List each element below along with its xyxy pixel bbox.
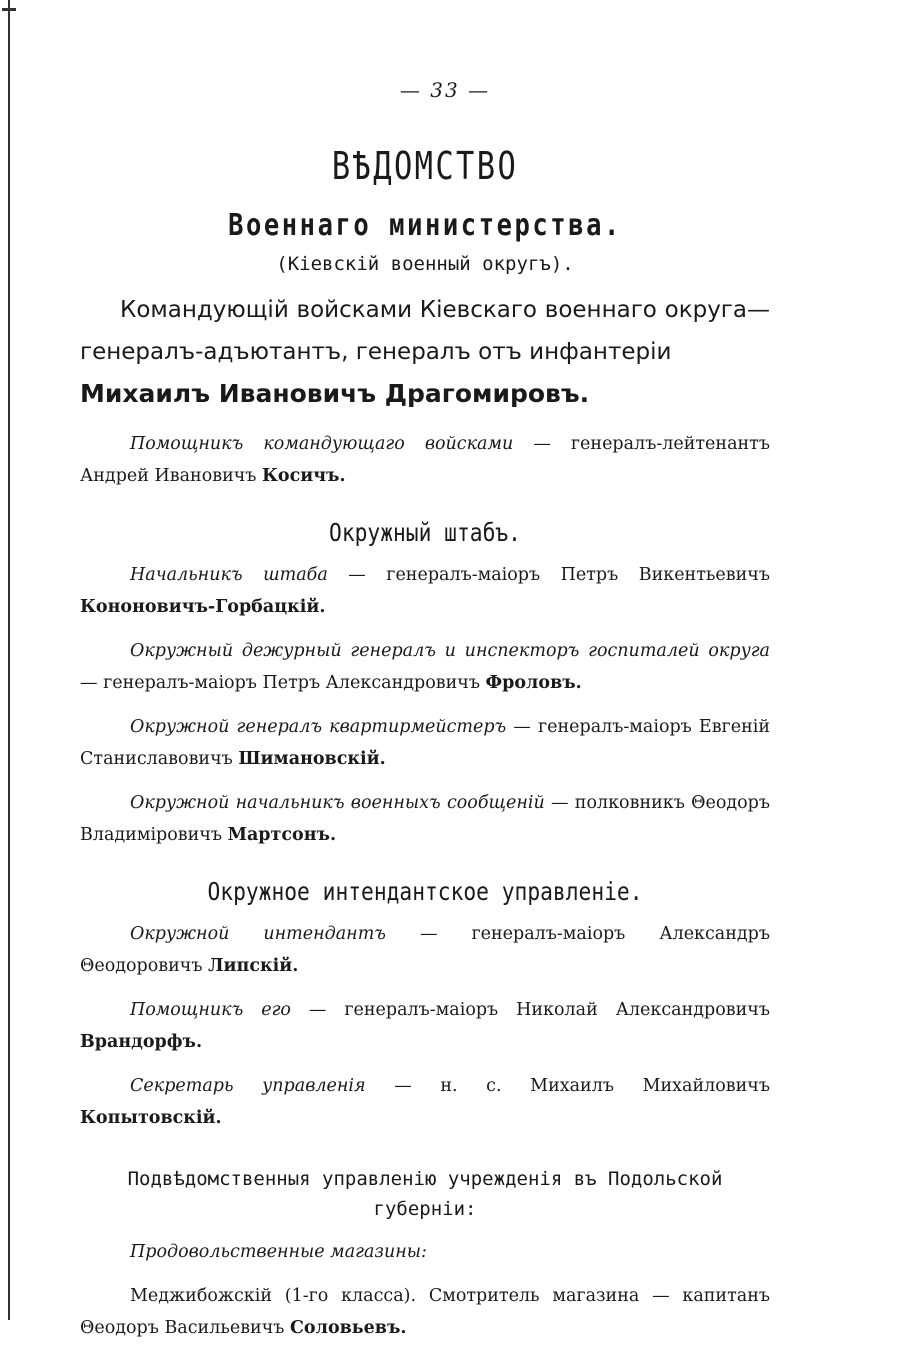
provisions-title-paragraph — [80, 1236, 770, 1268]
entry-text: — генералъ-маіоръ Петръ Викентьевичъ — [327, 565, 771, 585]
section2-entry — [80, 918, 770, 982]
provisions-name: Соловьевъ. — [290, 1318, 407, 1338]
entry-name: Шимановскій. — [238, 749, 386, 769]
entry-name: Копытовскій. — [80, 1108, 222, 1128]
subordinate-heading — [80, 1164, 770, 1224]
provisions-entry — [80, 1280, 770, 1344]
section2-title: Окружное интендантское управленіе. — [207, 877, 643, 906]
scan-edge-line — [8, 0, 10, 1320]
entry-name: Фроловъ. — [485, 673, 582, 693]
section1-title: Окружный штабъ. — [329, 518, 521, 547]
scan-edge-cap — [2, 8, 16, 11]
section1-entry — [80, 635, 770, 699]
section1-entry — [80, 559, 770, 623]
entry-role: Помощникъ его — [130, 1000, 291, 1020]
provisions-title: Продовольственные магазины: — [130, 1242, 427, 1262]
entry-text: — генералъ-маіоръ Александръ Θеодоровичъ — [80, 924, 770, 976]
provisions-text: Меджибожскій (1-го класса). Смотритель магазина — капитанъ Θеодоръ Васильевичъ — [80, 1286, 770, 1338]
subordinate-heading-line-1: Подвѣдомственныя управленію учрежденія въ Подольской — [127, 1168, 723, 1190]
entry-role: Секретарь управленія — [130, 1076, 366, 1096]
entry-name: Мартсонъ. — [227, 825, 337, 845]
entry-text: — полковникъ Θеодоръ Владиміровичъ — [80, 793, 770, 845]
entry-role: Окружный дежурный генералъ и инспекторъ госпиталей округа — [130, 641, 770, 661]
commander-text: Командующій войсками Кіевскаго военнаго округа—генералъ-адъютантъ, генералъ отъ инфантеріи — [80, 297, 770, 365]
assistant-text: — генералъ-лейтенантъ Андрей Ивановичъ — [80, 434, 770, 486]
entry-name: Кононовичъ-Горбацкій. — [80, 597, 326, 617]
heading-line-1: ВѢДОМСТВО — [331, 144, 519, 188]
entry-text: — генералъ-маіоръ Николай Александровичъ — [290, 1000, 770, 1020]
entry-name: Врандорфъ. — [80, 1032, 203, 1052]
heading-line-3: (Кіевскій военный округъ). — [276, 253, 574, 275]
entry-name: Липскій. — [208, 956, 299, 976]
commander-name: Михаилъ Ивановичъ Драгомировъ. — [80, 379, 590, 408]
subordinate-heading-line-2: губерніи: — [373, 1198, 477, 1220]
assistant-paragraph — [80, 428, 770, 492]
section1-entry — [80, 787, 770, 851]
assistant-role: Помощникъ командующаго войсками — [130, 434, 514, 454]
entry-role: Окружной генералъ квартирмейстеръ — [130, 717, 507, 737]
entry-role: Окружной начальникъ военныхъ сообщеній — [130, 793, 545, 813]
section2-entry — [80, 1070, 770, 1134]
heading-line-2: Военнаго министерства. — [228, 208, 622, 243]
entry-text: — н. с. Михаилъ Михайловичъ — [365, 1076, 770, 1096]
entry-role: Окружной интендантъ — [130, 924, 386, 944]
page-number: — 33 — — [399, 78, 491, 102]
section2-entry — [80, 994, 770, 1058]
section1-entry — [80, 711, 770, 775]
document-page — [80, 78, 770, 1344]
assistant-name: Косичъ. — [262, 466, 346, 486]
commander-paragraph — [80, 289, 770, 416]
entry-role: Начальникъ штаба — [130, 565, 328, 585]
entry-text: — генералъ-маіоръ Петръ Александровичъ — [80, 673, 486, 693]
entry-text: — генералъ-маіоръ Евгеній Станиславовичъ — [80, 717, 771, 769]
